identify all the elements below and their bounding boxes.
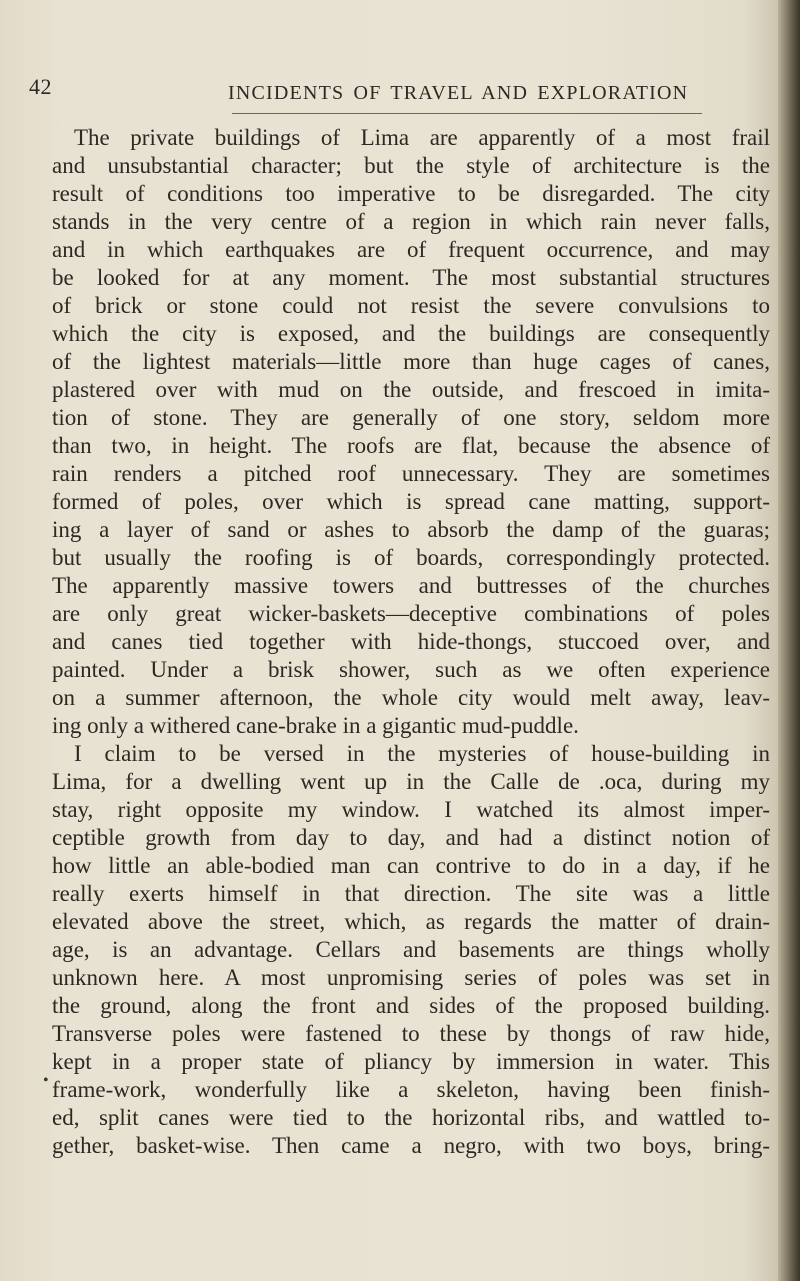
text-line: tion of stone. They are generally of one story, seldom more — [52, 405, 770, 430]
text-line: age, is an advantage. Cellars and basements are things wholly — [52, 937, 770, 962]
text-line: The private buildings of Lima are apparently of a most frail — [74, 125, 770, 150]
text-line: The apparently massive towers and buttresses of the churches — [52, 573, 770, 598]
text-line: I claim to be versed in the mysteries of house-building in — [74, 741, 770, 766]
text-line: ceptible growth from day to day, and had a distinct notion of — [52, 825, 770, 850]
text-line: Lima, for a dwelling went up in the Calle de .oca, during my — [52, 769, 770, 794]
text-line: formed of poles, over which is spread cane matting, support- — [52, 489, 770, 514]
text-line: how little an able-bodied man can contrive to do in a day, if he — [52, 853, 770, 878]
text-line: ing a layer of sand or ashes to absorb the damp of the guaras; — [52, 517, 770, 542]
text-line: kept in a proper state of pliancy by immersion in water. This — [52, 1049, 770, 1074]
text-line: ed, split canes were tied to the horizontal ribs, and wattled to- — [52, 1105, 770, 1130]
running-head-title: INCIDENTS OF TRAVEL AND EXPLORATION — [228, 82, 689, 104]
text-line: ing only a withered cane-brake in a gigantic mud-puddle. — [52, 713, 579, 738]
text-line: than two, in height. The roofs are flat, because the absence of — [52, 433, 770, 458]
margin-mark: • — [43, 1072, 49, 1089]
text-line: which the city is exposed, and the buildings are consequently — [52, 321, 770, 346]
text-line: are only great wicker-baskets—deceptive combinations of poles — [52, 601, 770, 626]
text-line: stay, right opposite my window. I watched its almost imper- — [52, 797, 770, 822]
text-line: Transverse poles were fastened to these by thongs of raw hide, — [52, 1021, 770, 1046]
text-line: plastered over with mud on the outside, and frescoed in imita- — [52, 377, 770, 402]
text-line: and in which earthquakes are of frequent occurrence, and may — [52, 237, 770, 262]
text-line: gether, basket-wise. Then came a negro, with two boys, bring- — [52, 1133, 770, 1158]
text-line: result of conditions too imperative to be disregarded. The city — [52, 181, 770, 206]
text-line: painted. Under a brisk shower, such as we often experience — [52, 657, 770, 682]
page-number: 42 — [29, 74, 52, 99]
text-line: and canes tied together with hide-thongs, stuccoed over, and — [52, 629, 770, 654]
text-line: unknown here. A most unpromising series of poles was set in — [52, 965, 770, 990]
text-line: elevated above the street, which, as regards the matter of drain- — [52, 909, 770, 934]
text-line: the ground, along the front and sides of the proposed building. — [52, 993, 770, 1018]
text-line: of brick or stone could not resist the severe convulsions to — [52, 293, 770, 318]
text-line: but usually the roofing is of boards, correspondingly protected. — [52, 545, 770, 570]
text-line: on a summer afternoon, the whole city would melt away, leav- — [52, 685, 770, 710]
text-line: really exerts himself in that direction. The site was a little — [52, 881, 770, 906]
text-line: frame-work, wonderfully like a skeleton, having been finish- — [52, 1077, 770, 1102]
text-line: of the lightest materials—little more than huge cages of canes, — [52, 349, 770, 374]
text-line: be looked for at any moment. The most substantial structures — [52, 265, 770, 290]
text-line: and unsubstantial character; but the style of architecture is the — [52, 153, 770, 178]
text-line: stands in the very centre of a region in which rain never falls, — [52, 209, 770, 234]
text-line: rain renders a pitched roof unnecessary. They are sometimes — [52, 461, 770, 486]
page-edge-shadow — [778, 0, 800, 1281]
